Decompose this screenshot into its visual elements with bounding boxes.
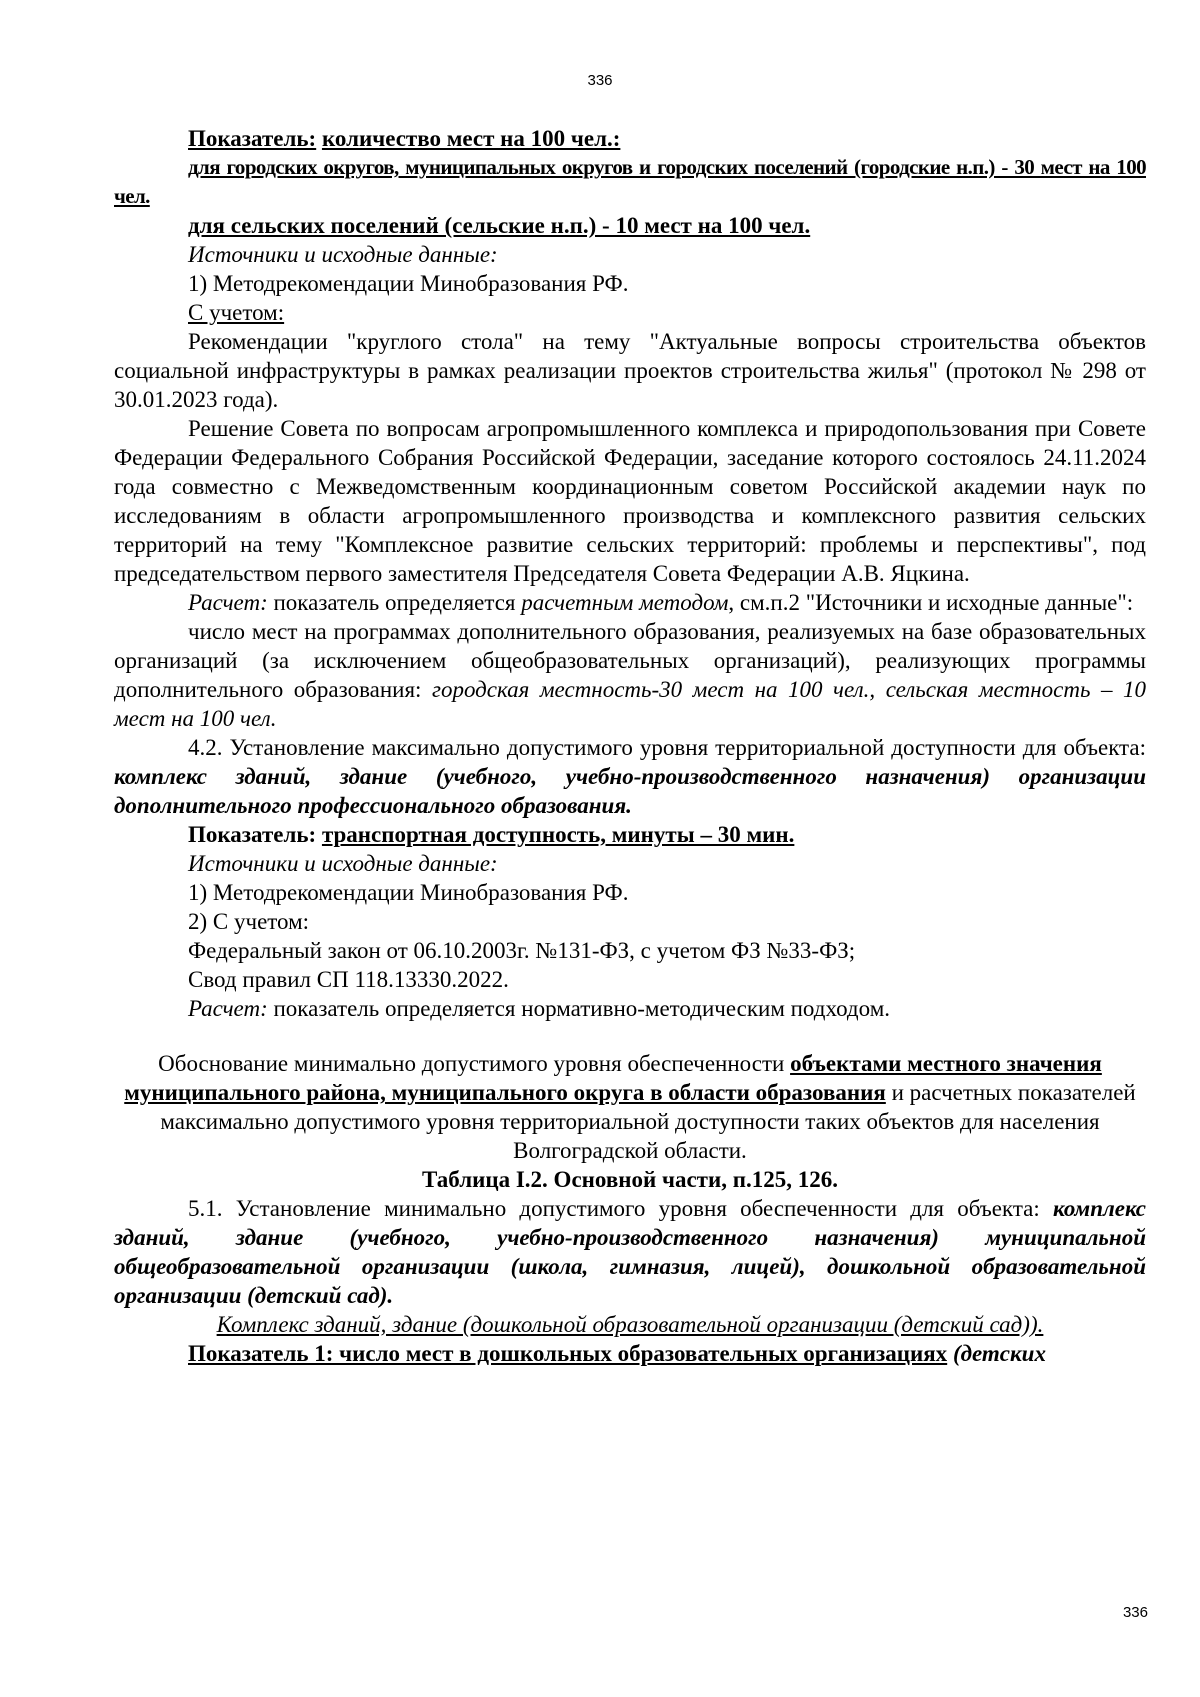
section-4-2-heading — [114, 733, 1146, 820]
subheading-text: Комплекс зданий, здание (дошкольной образовательной организации (детский сад)). — [216, 1312, 1044, 1337]
rural-norm — [114, 211, 1146, 240]
section-intro — [114, 1049, 1146, 1165]
council-paragraph: Решение Совета по вопросам агропромышленного комплекса и природопользования при Совете Федерации Федерального Собрания Российской Федерации, заседание которого состоялось 24.11.2024 года совместно с Межведомственным координационным советом Российской академии наук по исследованиям в области агропромышленного производства и комплексного развития сельских территорий на тему "Комплексное развитие сельских территорий: проблемы и перспективы", под председательством первого заместителя Председателя Совета Федерации А.В. Яцкина. — [114, 416, 1146, 586]
page-number-bottom: 336 — [1122, 1604, 1148, 1621]
rural-norm-text: для сельских поселений (сельские н.п.) - 10 мест на 100 чел. — [188, 213, 811, 238]
places-text: число мест на программах дополнительного образования, реализуемых на базе образовательных организаций (за исключением общеобразовательных организаций), реализующих программы дополнительного образования: — [114, 619, 1146, 702]
with-account-text: С учетом: — [188, 300, 285, 325]
section-gap — [114, 1023, 1146, 1049]
calc-text-2: показатель определяется нормативно-методическим подходом. — [267, 996, 891, 1021]
urban-norm: для городских округов, муниципальных округов и городских поселений (городские н.п.) - 30 мест на 100 чел. — [114, 155, 1146, 208]
calc-text-rest: , см.п.2 "Источники и исходные данные": — [728, 590, 1134, 615]
calc-label-2: Расчет: — [188, 996, 268, 1021]
indicator-line-2 — [114, 820, 1146, 849]
rule-reference: Свод правил СП 118.13330.2022. — [188, 967, 509, 992]
calc-method: расчетным методом — [521, 590, 729, 615]
section-4-2-text: 4.2. Установление максимально допустимого уровня территориальной доступности для объекта: — [188, 735, 1146, 760]
page-number-top: 336 — [587, 72, 613, 89]
indicator-value: количество мест на 100 чел.: — [321, 126, 621, 151]
calc-text: показатель определяется — [267, 590, 522, 615]
round-table-paragraph: Рекомендации "круглого стола" на тему "Актуальные вопросы строительства объектов социальной инфраструктуры в рамках реализации проектов строительства жилья" (протокол № 298 от 30.01.2023 года). — [114, 329, 1146, 412]
source-item-2b: 2) С учетом: — [188, 909, 310, 934]
calculation-paragraph-2 — [114, 994, 1146, 1023]
section-intro-text: Обоснование минимально допустимого уровня обеспеченности — [158, 1051, 791, 1076]
indicator-label-2: Показатель: — [188, 822, 317, 847]
section-intro-object: объектами местного значения муниципального района, муниципального округа в области образования — [124, 1051, 1102, 1105]
indicator-value-2: транспортная доступность, минуты – 30 мин. — [321, 822, 795, 847]
law-reference: Федеральный закон от 06.10.2003г. №131-ФЗ, с учетом ФЗ №33-ФЗ; — [188, 938, 856, 963]
calculation-paragraph — [114, 588, 1146, 617]
item-5-1-text: 5.1. Установление минимально допустимого уровня обеспеченности для объекта: — [188, 1196, 1054, 1221]
calc-label: Расчет: — [188, 590, 268, 615]
with-account-heading — [114, 298, 1146, 327]
indicator-label: Показатель: — [188, 126, 317, 151]
section-intro-rest: и расчетных показателей максимально допустимого уровня территориальной доступности таких объектов для населения Волгоградской области. — [160, 1080, 1136, 1163]
sources-heading: Источники и исходные данные: — [188, 242, 498, 267]
subheading — [114, 1310, 1146, 1339]
table-title: Таблица I.2. Основной части, п.125, 126. — [422, 1167, 838, 1192]
indicator-1-cont: (детских — [947, 1341, 1046, 1366]
source-item: 1) Методрекомендации Минобразования РФ. — [188, 271, 629, 296]
places-paragraph — [114, 617, 1146, 733]
places-norm: городская местность-30 мест на 100 чел., сельская местность – 10 мест на 100 чел. — [114, 677, 1146, 731]
item-5-1 — [114, 1194, 1146, 1310]
indicator-1-text: Показатель 1: число мест в дошкольных образовательных организациях — [188, 1341, 948, 1366]
item-5-1-object: комплекс зданий, здание (учебного, учебно-производственного назначения) муниципальной общеобразовательной организации (школа, гимназия, лицей), дошкольной образовательной организации (детский сад). — [114, 1196, 1146, 1308]
section-4-2-object: комплекс зданий, здание (учебного, учебно-производственного назначения) организации дополнительного профессионального образования. — [114, 764, 1146, 818]
sources-heading-2: Источники и исходные данные: — [188, 851, 498, 876]
indicator-1 — [114, 1339, 1146, 1368]
indicator-line — [114, 124, 1146, 153]
document-body — [114, 124, 1146, 1368]
source-item-2a: 1) Методрекомендации Минобразования РФ. — [188, 880, 629, 905]
